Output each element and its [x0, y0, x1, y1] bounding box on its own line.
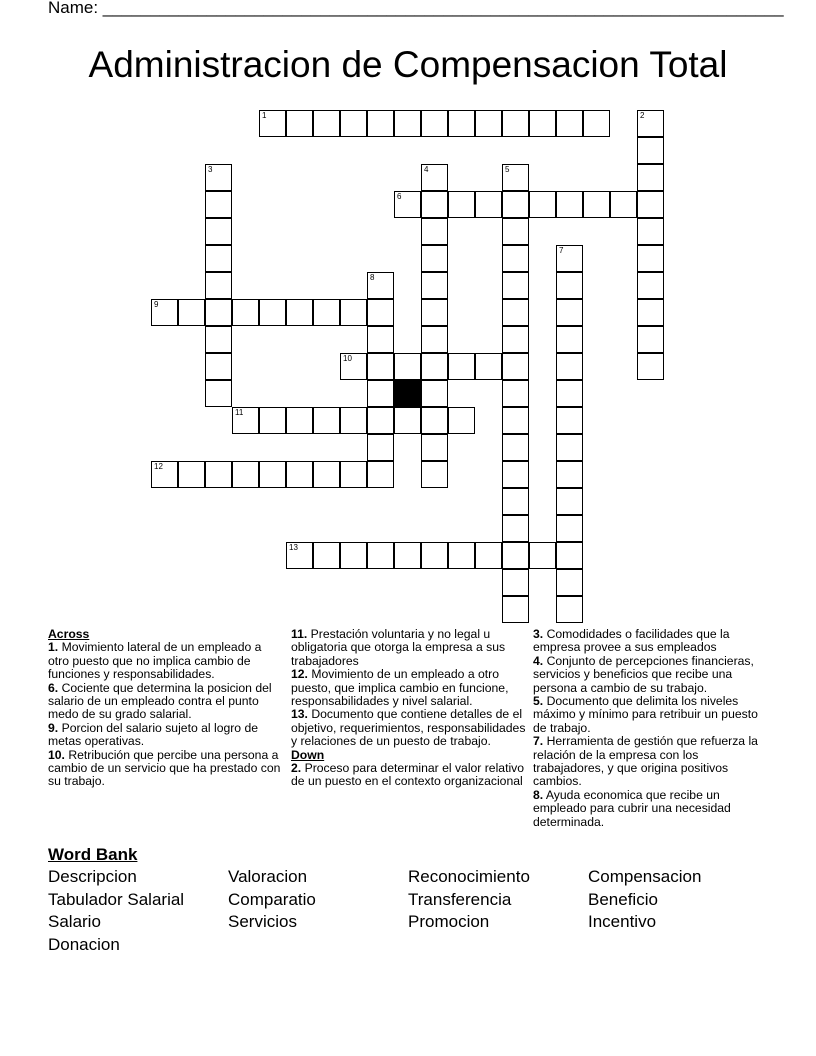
- crossword-cell[interactable]: [205, 353, 232, 380]
- crossword-cell[interactable]: [313, 542, 340, 569]
- crossword-cell[interactable]: [286, 299, 313, 326]
- crossword-cell[interactable]: [502, 515, 529, 542]
- crossword-cell[interactable]: [502, 164, 529, 191]
- crossword-cell[interactable]: [340, 110, 367, 137]
- crossword-cell[interactable]: [394, 110, 421, 137]
- crossword-cell[interactable]: [232, 407, 259, 434]
- crossword-cell[interactable]: [529, 542, 556, 569]
- crossword-cell[interactable]: [556, 407, 583, 434]
- crossword-cell[interactable]: [556, 110, 583, 137]
- word-bank-item: Salario: [48, 912, 101, 932]
- cell-number: 11: [235, 408, 244, 417]
- word-bank-item: Promocion: [408, 912, 490, 932]
- word-bank-item: Comparatio: [228, 889, 316, 909]
- clue-down-5: 5. Documento que delimita los niveles máximo y mínimo para retribuir un puesto de trabajo.: [533, 694, 758, 735]
- crossword-cell[interactable]: [394, 542, 421, 569]
- crossword-cell[interactable]: [556, 272, 583, 299]
- crossword-cell[interactable]: [340, 353, 367, 380]
- cell-number: 4: [424, 165, 429, 174]
- crossword-cell[interactable]: [367, 407, 394, 434]
- crossword-cell[interactable]: [259, 407, 286, 434]
- crossword-cell[interactable]: [421, 407, 448, 434]
- clue-down-7: 7. Herramienta de gestión que refuerza la relación de la empresa con los trabajadores, y que origina positivos cambios.: [533, 734, 758, 789]
- cell-number: 1: [262, 111, 267, 120]
- crossword-cell[interactable]: [205, 218, 232, 245]
- crossword-cell[interactable]: [502, 245, 529, 272]
- crossword-cell[interactable]: [421, 191, 448, 218]
- crossword-cell[interactable]: [475, 353, 502, 380]
- crossword-cell[interactable]: [205, 461, 232, 488]
- crossword-cell[interactable]: [421, 380, 448, 407]
- crossword-cell[interactable]: [421, 434, 448, 461]
- crossword-cell[interactable]: [610, 191, 637, 218]
- word-bank-item: Beneficio: [588, 889, 658, 909]
- crossword-cell[interactable]: [502, 299, 529, 326]
- crossword-cell[interactable]: [205, 326, 232, 353]
- crossword-cell[interactable]: [340, 407, 367, 434]
- word-bank-item: Valoracion: [228, 867, 308, 886]
- crossword-cell[interactable]: [448, 542, 475, 569]
- crossword-cell[interactable]: [556, 542, 583, 569]
- crossword-cell[interactable]: [448, 110, 475, 137]
- crossword-cell[interactable]: [286, 407, 313, 434]
- word-bank-item: Compensacion: [588, 867, 702, 886]
- crossword-cell[interactable]: [340, 299, 367, 326]
- crossword-cell[interactable]: [502, 272, 529, 299]
- crossword-cell[interactable]: [286, 110, 313, 137]
- crossword-cell[interactable]: [421, 353, 448, 380]
- crossword-cell[interactable]: [502, 434, 529, 461]
- crossword-cell[interactable]: [637, 137, 664, 164]
- clue-down-8: 8. Ayuda economica que recibe un empleado para cubrir una necesidad determinada.: [533, 787, 731, 829]
- crossword-cell[interactable]: [151, 461, 178, 488]
- crossword-cell[interactable]: [313, 110, 340, 137]
- clue-across-11: 11. Prestación voluntaria y no legal u obligatoria que otorga la empresa a sus trabajadores: [291, 627, 506, 668]
- crossword-cell[interactable]: [421, 461, 448, 488]
- crossword-cell[interactable]: [475, 542, 502, 569]
- cell-number: 6: [397, 192, 402, 201]
- crossword-cell[interactable]: [367, 380, 394, 407]
- crossword-cell[interactable]: [502, 110, 529, 137]
- crossword-cell[interactable]: [637, 110, 664, 137]
- crossword-cell[interactable]: [151, 299, 178, 326]
- cell-number: 13: [289, 543, 298, 552]
- crossword-cell[interactable]: [502, 407, 529, 434]
- cell-number: 9: [154, 300, 159, 309]
- crossword-cell[interactable]: [421, 326, 448, 353]
- clue-across-6: 6. Cociente que determina la posicion del salario de un empleado contra el punto medo de su grado salarial.: [48, 680, 272, 722]
- crossword-cell[interactable]: [502, 542, 529, 569]
- name-field-label: Name: ________________________________________________________________________: [48, 0, 784, 17]
- crossword-cell[interactable]: [448, 191, 475, 218]
- crossword-cell[interactable]: [205, 272, 232, 299]
- crossword-cell[interactable]: [421, 542, 448, 569]
- cell-number: 5: [505, 165, 510, 174]
- crossword-cell[interactable]: [502, 461, 529, 488]
- clue-across-10: 10. Retribución que percibe una persona a cambio de un servicio que ha prestado con su trabajo.: [48, 747, 281, 789]
- clues-column-3: [533, 628, 769, 829]
- crossword-cell[interactable]: [421, 245, 448, 272]
- crossword-cell[interactable]: [313, 407, 340, 434]
- clue-down-3: 3. Comodidades o facilidades que la empresa provee a sus empleados: [533, 627, 730, 655]
- crossword-cell[interactable]: [502, 326, 529, 353]
- crossword-cell[interactable]: [313, 461, 340, 488]
- crossword-cell[interactable]: [502, 191, 529, 218]
- crossword-cell[interactable]: [637, 191, 664, 218]
- crossword-cell[interactable]: [367, 272, 394, 299]
- crossword-cell[interactable]: [502, 596, 529, 623]
- crossword-cell[interactable]: [205, 380, 232, 407]
- page-title: Administracion de Compensacion Total: [88, 44, 728, 85]
- crossword-cell[interactable]: [556, 299, 583, 326]
- crossword-cell[interactable]: [286, 542, 313, 569]
- crossword-cell[interactable]: [529, 191, 556, 218]
- clue-across-9: 9. Porcion del salario sujeto al logro de metas operativas.: [48, 720, 259, 749]
- word-bank-item: Tabulador Salarial: [48, 889, 185, 909]
- clue-across-12: 12. Movimiento de un empleado a otro puesto, que implica cambio en funcione, responsabilidades y nivel salarial.: [291, 667, 509, 709]
- crossword-cell[interactable]: [286, 461, 313, 488]
- crossword-cell[interactable]: [475, 191, 502, 218]
- down-header: Down: [291, 747, 325, 762]
- crossword-cell[interactable]: [421, 164, 448, 191]
- crossword-cell[interactable]: [367, 110, 394, 137]
- crossword-cell[interactable]: [637, 326, 664, 353]
- crossword-cell[interactable]: [637, 353, 664, 380]
- clues-column-2: [291, 628, 527, 789]
- clues-column-1: [48, 628, 284, 789]
- crossword-cell[interactable]: [556, 488, 583, 515]
- crossword-cell[interactable]: [367, 326, 394, 353]
- crossword-cell[interactable]: [421, 110, 448, 137]
- crossword-cell[interactable]: [637, 299, 664, 326]
- crossword-cell[interactable]: [502, 218, 529, 245]
- clue-down-2: 2. Proceso para determinar el valor relativo de un puesto en el contexto organizacional: [291, 761, 525, 789]
- crossword-cell[interactable]: [637, 272, 664, 299]
- crossword-cell[interactable]: [556, 326, 583, 353]
- word-bank: [48, 866, 788, 956]
- across-header: Across: [48, 627, 90, 641]
- crossword-cell[interactable]: [637, 245, 664, 272]
- word-bank-title: Word Bank: [48, 845, 138, 864]
- crossword-cell[interactable]: [367, 434, 394, 461]
- cell-number: 7: [559, 246, 564, 255]
- word-bank-item: Descripcion: [48, 867, 137, 886]
- word-bank-item: Reconocimiento: [408, 867, 530, 886]
- crossword-cell[interactable]: [178, 299, 205, 326]
- crossword-cell[interactable]: [502, 569, 529, 596]
- crossword-cell[interactable]: [313, 299, 340, 326]
- crossword-cell[interactable]: [259, 299, 286, 326]
- word-bank-item: Transferencia: [408, 889, 512, 909]
- crossword-cell[interactable]: [556, 461, 583, 488]
- word-bank-item: Servicios: [228, 912, 297, 932]
- clue-across-1: 1. Movimiento lateral de un empleado a otro puesto que no implica cambio de funciones y responsabilidades.: [48, 640, 262, 682]
- crossword-cell[interactable]: [394, 353, 421, 380]
- crossword-cell[interactable]: [367, 299, 394, 326]
- cell-number: 2: [640, 111, 645, 120]
- crossword-cell[interactable]: [556, 380, 583, 407]
- crossword-cell[interactable]: [556, 434, 583, 461]
- crossword-cell[interactable]: [502, 380, 529, 407]
- crossword-cell[interactable]: [556, 353, 583, 380]
- crossword-cell[interactable]: [340, 542, 367, 569]
- crossword-cell[interactable]: [583, 191, 610, 218]
- crossword-cell[interactable]: [529, 110, 556, 137]
- cell-number: 3: [208, 165, 213, 174]
- crossword-cell[interactable]: [556, 515, 583, 542]
- crossword-cell[interactable]: [205, 191, 232, 218]
- crossword-cell[interactable]: [232, 461, 259, 488]
- crossword-cell[interactable]: [394, 191, 421, 218]
- crossword-cell[interactable]: [340, 461, 367, 488]
- crossword-cell[interactable]: [421, 218, 448, 245]
- crossword-cell[interactable]: [448, 353, 475, 380]
- crossword-cell[interactable]: [178, 461, 205, 488]
- crossword-cell[interactable]: [637, 164, 664, 191]
- crossword-cell[interactable]: [556, 191, 583, 218]
- crossword-cell[interactable]: [259, 110, 286, 137]
- crossword-cell[interactable]: [205, 299, 232, 326]
- crossword-cell[interactable]: [205, 164, 232, 191]
- word-bank-item: Donacion: [48, 934, 120, 954]
- crossword-cell[interactable]: [232, 299, 259, 326]
- crossword-cell[interactable]: [259, 461, 286, 488]
- crossword-cell[interactable]: [637, 218, 664, 245]
- crossword-cell[interactable]: [367, 542, 394, 569]
- crossword-cell[interactable]: [502, 488, 529, 515]
- crossword-cell[interactable]: [421, 272, 448, 299]
- crossword-cell[interactable]: [448, 407, 475, 434]
- crossword-cell[interactable]: [583, 110, 610, 137]
- crossword-cell[interactable]: [394, 407, 421, 434]
- crossword-cell[interactable]: [367, 461, 394, 488]
- word-bank-item: Incentivo: [588, 912, 657, 932]
- crossword-cell[interactable]: [421, 299, 448, 326]
- cell-number: 12: [154, 462, 163, 471]
- cell-number: 10: [343, 354, 352, 363]
- crossword-cell[interactable]: [367, 353, 394, 380]
- clue-across-13: 13. Documento que contiene detalles de el objetivo, requerimientos, responsabilidades y relaciones de un puesto de trabajo.: [291, 707, 526, 749]
- crossword-cell[interactable]: [556, 245, 583, 272]
- crossword-black-cell: [394, 380, 421, 407]
- crossword-cell[interactable]: [556, 569, 583, 596]
- cell-number: 8: [370, 273, 375, 282]
- crossword-cell[interactable]: [502, 353, 529, 380]
- clue-down-4: 4. Conjunto de percepciones financieras, servicios y beneficios que recibe una persona a cambio de su trabajo.: [533, 653, 754, 695]
- crossword-cell[interactable]: [556, 596, 583, 623]
- crossword-cell[interactable]: [205, 245, 232, 272]
- crossword-cell[interactable]: [475, 110, 502, 137]
